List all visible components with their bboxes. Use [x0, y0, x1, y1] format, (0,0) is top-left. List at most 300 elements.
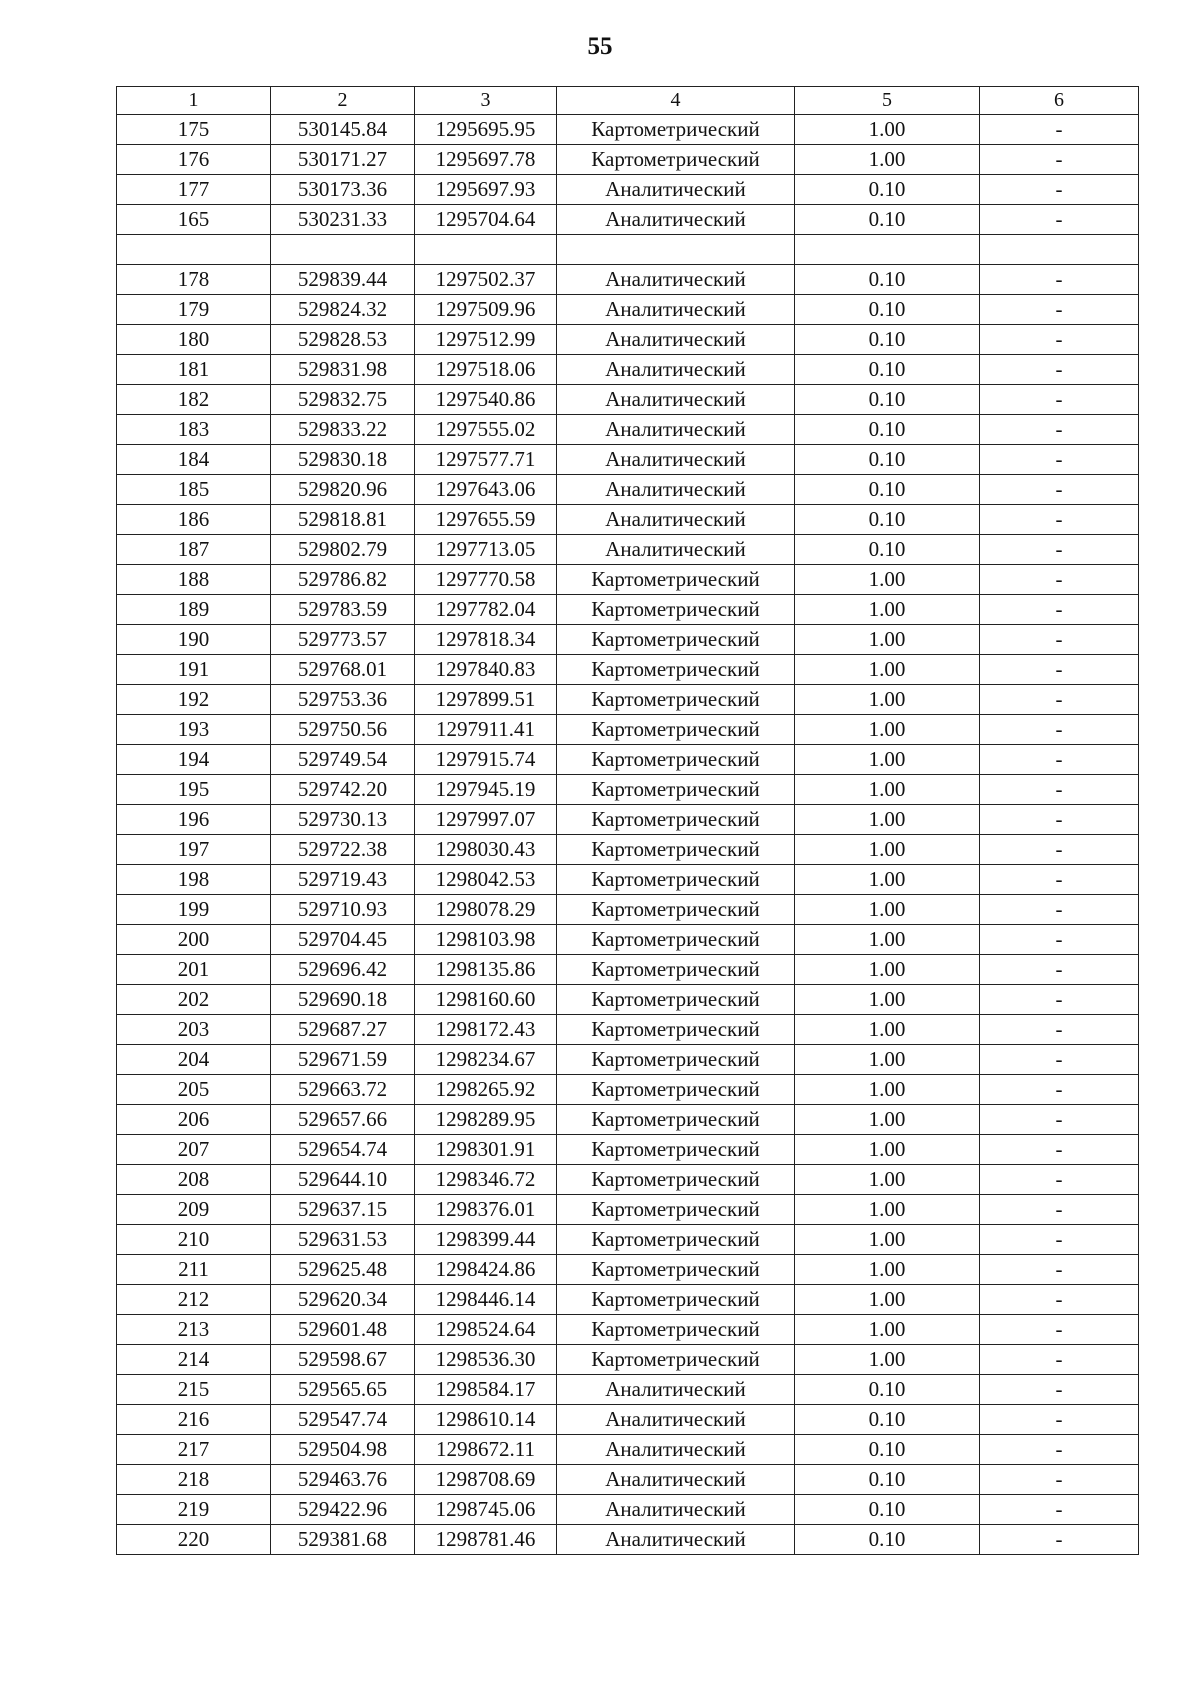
accuracy-cell: 1.00 — [795, 745, 980, 775]
method-cell: Картометрический — [557, 1195, 795, 1225]
method-cell: Картометрический — [557, 835, 795, 865]
table-row — [117, 625, 1139, 655]
description-cell: - — [980, 385, 1139, 415]
description-cell: - — [980, 805, 1139, 835]
description-cell: - — [980, 655, 1139, 685]
table-row — [117, 1015, 1139, 1045]
method-cell: Картометрический — [557, 115, 795, 145]
method-cell: Картометрический — [557, 655, 795, 685]
table-row — [117, 1435, 1139, 1465]
x-coordinate-cell: 529657.66 — [271, 1105, 415, 1135]
y-coordinate-cell: 1297577.71 — [415, 445, 557, 475]
y-coordinate-cell: 1298376.01 — [415, 1195, 557, 1225]
table-row — [117, 1045, 1139, 1075]
description-cell: - — [980, 1525, 1139, 1555]
point-number-cell: 219 — [117, 1495, 271, 1525]
table-row — [117, 745, 1139, 775]
accuracy-cell: 0.10 — [795, 505, 980, 535]
method-cell: Аналитический — [557, 535, 795, 565]
accuracy-cell: 0.10 — [795, 1465, 980, 1495]
column-header-3: 3 — [415, 87, 557, 115]
x-coordinate-cell: 529722.38 — [271, 835, 415, 865]
y-coordinate-cell: 1298234.67 — [415, 1045, 557, 1075]
method-cell: Картометрический — [557, 1015, 795, 1045]
x-coordinate-cell: 529742.20 — [271, 775, 415, 805]
table-row — [117, 985, 1139, 1015]
description-cell: - — [980, 295, 1139, 325]
column-header-5: 5 — [795, 87, 980, 115]
accuracy-cell: 1.00 — [795, 1345, 980, 1375]
y-coordinate-cell: 1298610.14 — [415, 1405, 557, 1435]
y-coordinate-cell: 1297540.86 — [415, 385, 557, 415]
method-cell: Аналитический — [557, 505, 795, 535]
point-number-cell: 197 — [117, 835, 271, 865]
y-coordinate-cell: 1297782.04 — [415, 595, 557, 625]
point-number-cell: 193 — [117, 715, 271, 745]
method-cell: Картометрический — [557, 955, 795, 985]
accuracy-cell: 1.00 — [795, 1075, 980, 1105]
column-header-2: 2 — [271, 87, 415, 115]
accuracy-cell: 1.00 — [795, 955, 980, 985]
y-coordinate-cell: 1298708.69 — [415, 1465, 557, 1495]
x-coordinate-cell: 529654.74 — [271, 1135, 415, 1165]
accuracy-cell: 0.10 — [795, 1375, 980, 1405]
point-number-cell: 182 — [117, 385, 271, 415]
point-number-cell: 176 — [117, 145, 271, 175]
description-cell: - — [980, 1165, 1139, 1195]
accuracy-cell: 0.10 — [795, 1405, 980, 1435]
point-number-cell: 208 — [117, 1165, 271, 1195]
point-number-cell: 216 — [117, 1405, 271, 1435]
accuracy-cell: 1.00 — [795, 775, 980, 805]
point-number-cell: 200 — [117, 925, 271, 955]
x-coordinate-cell: 529818.81 — [271, 505, 415, 535]
table-row — [117, 475, 1139, 505]
description-cell: - — [980, 1345, 1139, 1375]
description-cell: - — [980, 1195, 1139, 1225]
accuracy-cell: 0.10 — [795, 1495, 980, 1525]
column-header-4: 4 — [557, 87, 795, 115]
y-coordinate-cell: 1298030.43 — [415, 835, 557, 865]
point-number-cell: 202 — [117, 985, 271, 1015]
table-row — [117, 385, 1139, 415]
description-cell: - — [980, 355, 1139, 385]
y-coordinate-cell: 1297713.05 — [415, 535, 557, 565]
table-row — [117, 805, 1139, 835]
description-cell: - — [980, 265, 1139, 295]
table-row — [117, 415, 1139, 445]
description-cell: - — [980, 1255, 1139, 1285]
y-coordinate-cell: 1297945.19 — [415, 775, 557, 805]
table-row — [117, 1405, 1139, 1435]
accuracy-cell: 1.00 — [795, 1225, 980, 1255]
x-coordinate-cell: 529828.53 — [271, 325, 415, 355]
table-row — [117, 325, 1139, 355]
method-cell: Картометрический — [557, 745, 795, 775]
accuracy-cell — [795, 235, 980, 265]
x-coordinate-cell: 529802.79 — [271, 535, 415, 565]
point-number-cell: 201 — [117, 955, 271, 985]
x-coordinate-cell: 529690.18 — [271, 985, 415, 1015]
table-row — [117, 505, 1139, 535]
method-cell: Аналитический — [557, 295, 795, 325]
y-coordinate-cell: 1297502.37 — [415, 265, 557, 295]
table-row — [117, 1105, 1139, 1135]
method-cell: Аналитический — [557, 355, 795, 385]
x-coordinate-cell: 529753.36 — [271, 685, 415, 715]
description-cell: - — [980, 685, 1139, 715]
y-coordinate-cell: 1298446.14 — [415, 1285, 557, 1315]
method-cell: Картометрический — [557, 1075, 795, 1105]
accuracy-cell: 1.00 — [795, 1015, 980, 1045]
table-row — [117, 1075, 1139, 1105]
x-coordinate-cell: 529631.53 — [271, 1225, 415, 1255]
point-number-cell: 177 — [117, 175, 271, 205]
accuracy-cell: 0.10 — [795, 205, 980, 235]
x-coordinate-cell: 529820.96 — [271, 475, 415, 505]
accuracy-cell: 0.10 — [795, 535, 980, 565]
description-cell: - — [980, 1105, 1139, 1135]
table-row — [117, 205, 1139, 235]
y-coordinate-cell: 1298399.44 — [415, 1225, 557, 1255]
x-coordinate-cell: 530173.36 — [271, 175, 415, 205]
x-coordinate-cell: 529832.75 — [271, 385, 415, 415]
y-coordinate-cell: 1297997.07 — [415, 805, 557, 835]
y-coordinate-cell: 1295697.93 — [415, 175, 557, 205]
y-coordinate-cell: 1297555.02 — [415, 415, 557, 445]
table-header-row — [117, 87, 1139, 115]
method-cell: Картометрический — [557, 595, 795, 625]
y-coordinate-cell: 1297899.51 — [415, 685, 557, 715]
point-number-cell: 199 — [117, 895, 271, 925]
y-coordinate-cell: 1298524.64 — [415, 1315, 557, 1345]
point-number-cell: 183 — [117, 415, 271, 445]
x-coordinate-cell: 529547.74 — [271, 1405, 415, 1435]
y-coordinate-cell: 1297655.59 — [415, 505, 557, 535]
page-number: 55 — [587, 33, 613, 60]
table-row — [117, 565, 1139, 595]
x-coordinate-cell: 529710.93 — [271, 895, 415, 925]
accuracy-cell: 1.00 — [795, 1195, 980, 1225]
description-cell: - — [980, 1315, 1139, 1345]
description-cell: - — [980, 1435, 1139, 1465]
accuracy-cell: 1.00 — [795, 625, 980, 655]
y-coordinate-cell: 1295697.78 — [415, 145, 557, 175]
method-cell: Аналитический — [557, 1495, 795, 1525]
x-coordinate-cell: 529768.01 — [271, 655, 415, 685]
x-coordinate-cell: 529783.59 — [271, 595, 415, 625]
accuracy-cell: 1.00 — [795, 865, 980, 895]
y-coordinate-cell: 1297643.06 — [415, 475, 557, 505]
x-coordinate-cell: 529644.10 — [271, 1165, 415, 1195]
point-number-cell: 204 — [117, 1045, 271, 1075]
description-cell: - — [980, 895, 1139, 925]
accuracy-cell: 1.00 — [795, 595, 980, 625]
point-number-cell: 211 — [117, 1255, 271, 1285]
accuracy-cell: 0.10 — [795, 445, 980, 475]
y-coordinate-cell — [415, 235, 557, 265]
y-coordinate-cell: 1297512.99 — [415, 325, 557, 355]
description-cell: - — [980, 1375, 1139, 1405]
description-cell: - — [980, 175, 1139, 205]
table-body — [117, 87, 1139, 1555]
method-cell: Аналитический — [557, 175, 795, 205]
description-cell: - — [980, 745, 1139, 775]
x-coordinate-cell: 529773.57 — [271, 625, 415, 655]
description-cell: - — [980, 1015, 1139, 1045]
method-cell: Аналитический — [557, 475, 795, 505]
table-row — [117, 595, 1139, 625]
table-row — [117, 895, 1139, 925]
description-cell: - — [980, 1495, 1139, 1525]
table-row — [117, 1375, 1139, 1405]
method-cell: Картометрический — [557, 1045, 795, 1075]
method-cell: Картометрический — [557, 1225, 795, 1255]
y-coordinate-cell: 1298536.30 — [415, 1345, 557, 1375]
y-coordinate-cell: 1298672.11 — [415, 1435, 557, 1465]
description-cell: - — [980, 115, 1139, 145]
description-cell: - — [980, 865, 1139, 895]
point-number-cell: 165 — [117, 205, 271, 235]
point-number-cell: 181 — [117, 355, 271, 385]
description-cell: - — [980, 535, 1139, 565]
x-coordinate-cell: 529598.67 — [271, 1345, 415, 1375]
description-cell: - — [980, 565, 1139, 595]
y-coordinate-cell: 1298584.17 — [415, 1375, 557, 1405]
description-cell: - — [980, 1405, 1139, 1435]
table-row — [117, 355, 1139, 385]
point-number-cell: 195 — [117, 775, 271, 805]
accuracy-cell: 1.00 — [795, 805, 980, 835]
method-cell: Картометрический — [557, 565, 795, 595]
y-coordinate-cell: 1298346.72 — [415, 1165, 557, 1195]
description-cell: - — [980, 715, 1139, 745]
y-coordinate-cell: 1298160.60 — [415, 985, 557, 1015]
description-cell: - — [980, 1465, 1139, 1495]
table-row — [117, 1195, 1139, 1225]
description-cell: - — [980, 835, 1139, 865]
method-cell: Картометрический — [557, 775, 795, 805]
description-cell: - — [980, 445, 1139, 475]
point-number-cell: 191 — [117, 655, 271, 685]
point-number-cell: 188 — [117, 565, 271, 595]
y-coordinate-cell: 1298424.86 — [415, 1255, 557, 1285]
description-cell: - — [980, 1045, 1139, 1075]
description-cell: - — [980, 775, 1139, 805]
x-coordinate-cell: 529704.45 — [271, 925, 415, 955]
table-row — [117, 1345, 1139, 1375]
accuracy-cell: 1.00 — [795, 1255, 980, 1285]
method-cell: Картометрический — [557, 1135, 795, 1165]
y-coordinate-cell: 1297509.96 — [415, 295, 557, 325]
accuracy-cell: 1.00 — [795, 985, 980, 1015]
accuracy-cell: 1.00 — [795, 1315, 980, 1345]
x-coordinate-cell: 529620.34 — [271, 1285, 415, 1315]
table-row — [117, 1495, 1139, 1525]
x-coordinate-cell: 529671.59 — [271, 1045, 415, 1075]
method-cell: Картометрический — [557, 1255, 795, 1285]
x-coordinate-cell: 529696.42 — [271, 955, 415, 985]
method-cell: Аналитический — [557, 205, 795, 235]
table-row — [117, 265, 1139, 295]
point-number-cell: 185 — [117, 475, 271, 505]
y-coordinate-cell: 1297915.74 — [415, 745, 557, 775]
x-coordinate-cell: 529504.98 — [271, 1435, 415, 1465]
x-coordinate-cell: 529830.18 — [271, 445, 415, 475]
method-cell: Аналитический — [557, 415, 795, 445]
x-coordinate-cell: 529463.76 — [271, 1465, 415, 1495]
table-row — [117, 535, 1139, 565]
table-row — [117, 685, 1139, 715]
method-cell: Аналитический — [557, 1465, 795, 1495]
y-coordinate-cell: 1297840.83 — [415, 655, 557, 685]
table-row — [117, 235, 1139, 265]
y-coordinate-cell: 1295704.64 — [415, 205, 557, 235]
point-number-cell: 194 — [117, 745, 271, 775]
description-cell: - — [980, 205, 1139, 235]
x-coordinate-cell: 530231.33 — [271, 205, 415, 235]
y-coordinate-cell: 1298172.43 — [415, 1015, 557, 1045]
column-header-1: 1 — [117, 87, 271, 115]
accuracy-cell: 1.00 — [795, 1285, 980, 1315]
y-coordinate-cell: 1298265.92 — [415, 1075, 557, 1105]
method-cell: Аналитический — [557, 445, 795, 475]
point-number-cell: 190 — [117, 625, 271, 655]
point-number-cell: 179 — [117, 295, 271, 325]
y-coordinate-cell: 1297770.58 — [415, 565, 557, 595]
accuracy-cell: 0.10 — [795, 265, 980, 295]
point-number-cell: 220 — [117, 1525, 271, 1555]
accuracy-cell: 1.00 — [795, 685, 980, 715]
method-cell: Картометрический — [557, 805, 795, 835]
x-coordinate-cell: 529663.72 — [271, 1075, 415, 1105]
accuracy-cell: 0.10 — [795, 475, 980, 505]
accuracy-cell: 0.10 — [795, 415, 980, 445]
description-cell: - — [980, 1135, 1139, 1165]
method-cell: Картометрический — [557, 715, 795, 745]
point-number-cell — [117, 235, 271, 265]
method-cell: Картометрический — [557, 895, 795, 925]
method-cell: Картометрический — [557, 625, 795, 655]
y-coordinate-cell: 1297518.06 — [415, 355, 557, 385]
accuracy-cell: 0.10 — [795, 325, 980, 355]
accuracy-cell: 1.00 — [795, 115, 980, 145]
method-cell: Аналитический — [557, 1405, 795, 1435]
description-cell: - — [980, 1225, 1139, 1255]
accuracy-cell: 1.00 — [795, 715, 980, 745]
method-cell: Картометрический — [557, 685, 795, 715]
accuracy-cell: 1.00 — [795, 145, 980, 175]
table-row — [117, 925, 1139, 955]
x-coordinate-cell: 529637.15 — [271, 1195, 415, 1225]
x-coordinate-cell: 529719.43 — [271, 865, 415, 895]
x-coordinate-cell: 529381.68 — [271, 1525, 415, 1555]
description-cell: - — [980, 145, 1139, 175]
point-number-cell: 178 — [117, 265, 271, 295]
description-cell: - — [980, 925, 1139, 955]
method-cell: Картометрический — [557, 1315, 795, 1345]
x-coordinate-cell — [271, 235, 415, 265]
point-number-cell: 192 — [117, 685, 271, 715]
x-coordinate-cell: 529750.56 — [271, 715, 415, 745]
description-cell: - — [980, 985, 1139, 1015]
column-header-6: 6 — [980, 87, 1139, 115]
table-row — [117, 955, 1139, 985]
method-cell: Аналитический — [557, 385, 795, 415]
accuracy-cell: 0.10 — [795, 1525, 980, 1555]
method-cell: Картометрический — [557, 1165, 795, 1195]
table-row — [117, 1315, 1139, 1345]
description-cell: - — [980, 505, 1139, 535]
point-number-cell: 210 — [117, 1225, 271, 1255]
method-cell: Картометрический — [557, 1345, 795, 1375]
accuracy-cell: 1.00 — [795, 1105, 980, 1135]
method-cell: Аналитический — [557, 1435, 795, 1465]
accuracy-cell: 1.00 — [795, 1165, 980, 1195]
coordinates-table — [116, 86, 1139, 1555]
method-cell: Аналитический — [557, 1525, 795, 1555]
x-coordinate-cell: 529601.48 — [271, 1315, 415, 1345]
description-cell: - — [980, 415, 1139, 445]
description-cell: - — [980, 1285, 1139, 1315]
y-coordinate-cell: 1298135.86 — [415, 955, 557, 985]
table-row — [117, 115, 1139, 145]
table-row — [117, 835, 1139, 865]
table-row — [117, 655, 1139, 685]
table-row — [117, 1165, 1139, 1195]
x-coordinate-cell: 529625.48 — [271, 1255, 415, 1285]
x-coordinate-cell: 529831.98 — [271, 355, 415, 385]
point-number-cell: 186 — [117, 505, 271, 535]
table-row — [117, 1465, 1139, 1495]
point-number-cell: 207 — [117, 1135, 271, 1165]
x-coordinate-cell: 530145.84 — [271, 115, 415, 145]
y-coordinate-cell: 1298042.53 — [415, 865, 557, 895]
point-number-cell: 206 — [117, 1105, 271, 1135]
method-cell: Картометрический — [557, 925, 795, 955]
accuracy-cell: 1.00 — [795, 895, 980, 925]
accuracy-cell: 1.00 — [795, 1045, 980, 1075]
accuracy-cell: 1.00 — [795, 655, 980, 685]
x-coordinate-cell: 529687.27 — [271, 1015, 415, 1045]
method-cell: Картометрический — [557, 1105, 795, 1135]
accuracy-cell: 0.10 — [795, 175, 980, 205]
table-row — [117, 1225, 1139, 1255]
y-coordinate-cell: 1298078.29 — [415, 895, 557, 925]
description-cell: - — [980, 325, 1139, 355]
point-number-cell: 209 — [117, 1195, 271, 1225]
point-number-cell: 213 — [117, 1315, 271, 1345]
table-row — [117, 715, 1139, 745]
x-coordinate-cell: 529824.32 — [271, 295, 415, 325]
y-coordinate-cell: 1297818.34 — [415, 625, 557, 655]
method-cell — [557, 235, 795, 265]
point-number-cell: 189 — [117, 595, 271, 625]
method-cell: Аналитический — [557, 1375, 795, 1405]
table-row — [117, 775, 1139, 805]
y-coordinate-cell: 1298301.91 — [415, 1135, 557, 1165]
method-cell: Аналитический — [557, 265, 795, 295]
accuracy-cell: 0.10 — [795, 295, 980, 325]
x-coordinate-cell: 529422.96 — [271, 1495, 415, 1525]
description-cell: - — [980, 475, 1139, 505]
point-number-cell: 217 — [117, 1435, 271, 1465]
accuracy-cell: 0.10 — [795, 355, 980, 385]
accuracy-cell: 0.10 — [795, 1435, 980, 1465]
y-coordinate-cell: 1297911.41 — [415, 715, 557, 745]
method-cell: Картометрический — [557, 145, 795, 175]
accuracy-cell: 1.00 — [795, 835, 980, 865]
